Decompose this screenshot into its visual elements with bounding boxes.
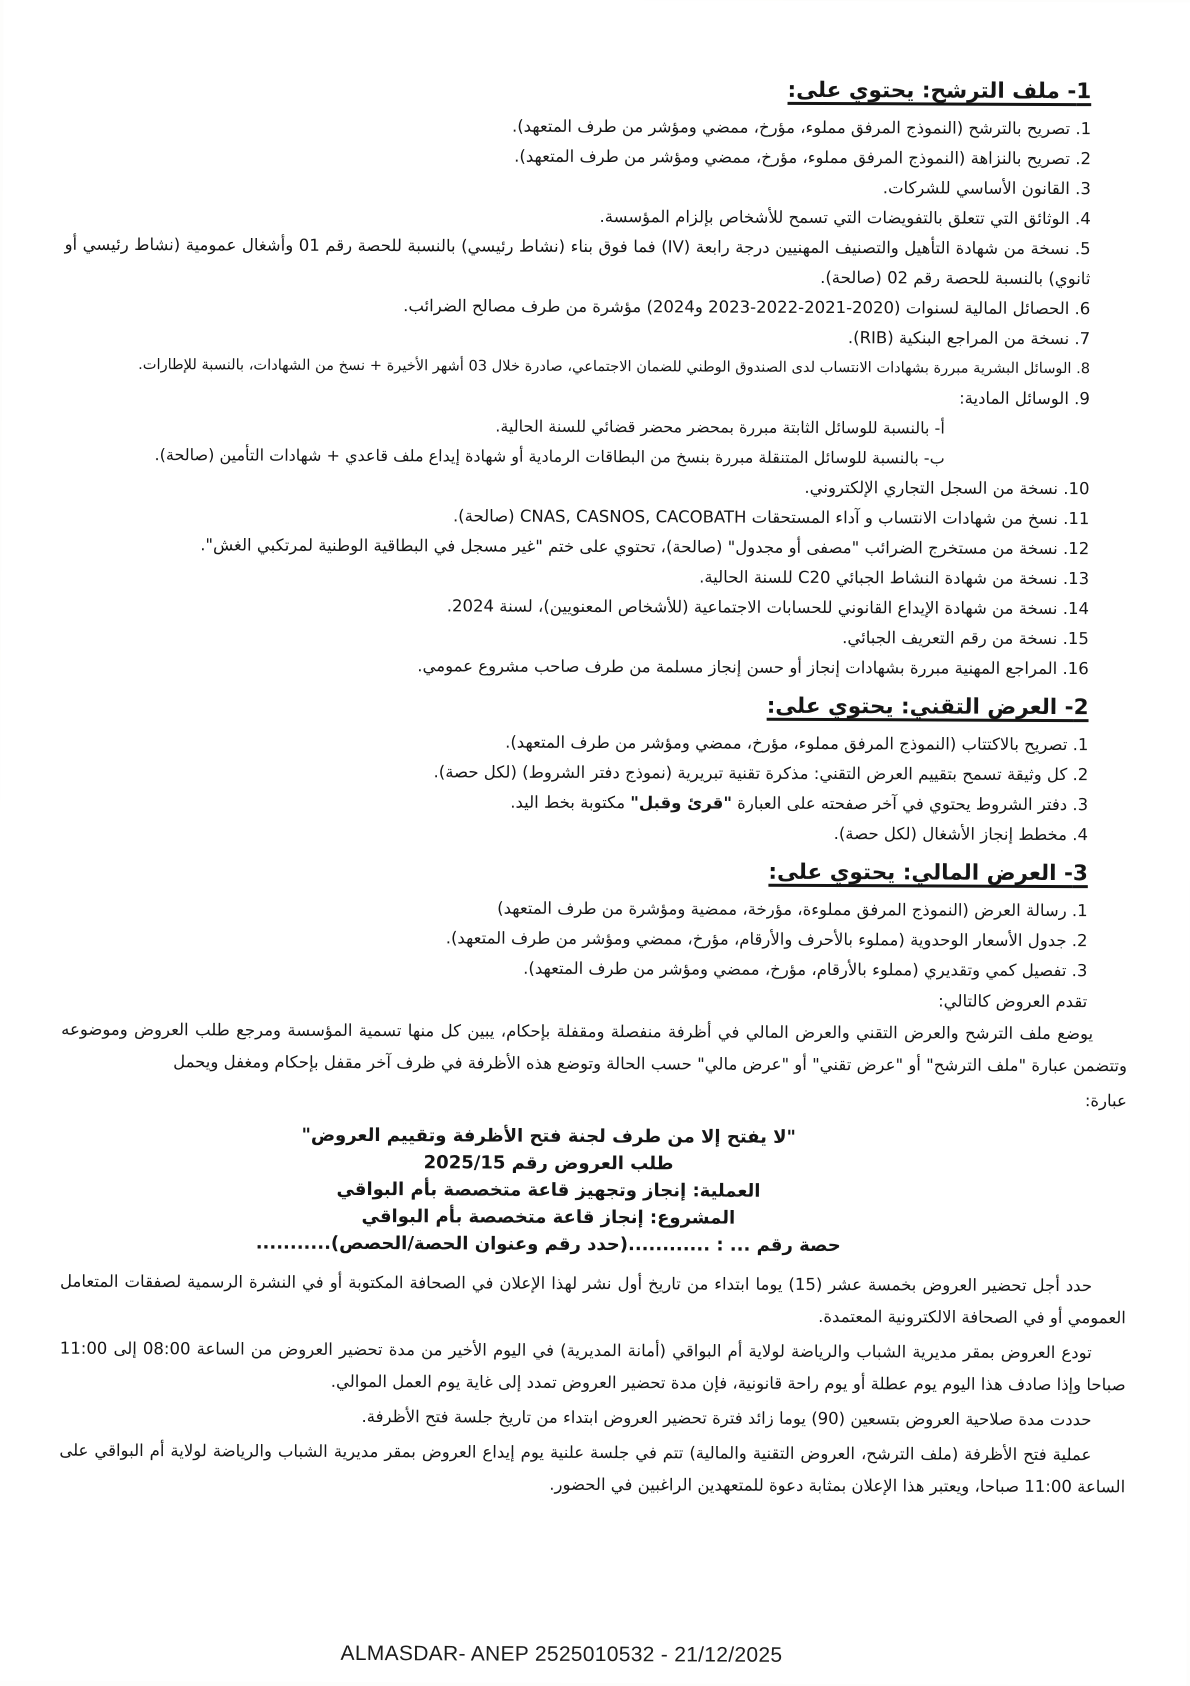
anep-reference-footer: ALMASDAR- ANEP 2525010532 - 21/12/2025 bbox=[340, 1641, 783, 1667]
candidacy-item-10: 10. نسخة من السجل التجاري الإلكتروني. bbox=[804, 477, 1090, 499]
technical-item-4: 4. مخطط إنجاز الأشغال (لكل حصة). bbox=[833, 824, 1089, 845]
envelopes-paragraph-tail: عبارة: bbox=[1084, 1091, 1127, 1111]
financial-item-2: 2. جدول الأسعار الوحدوية (مملوء بالأحرف والأرقام، مؤرخ، ممضي ومؤشر من طرف المتعهد). bbox=[445, 928, 1088, 951]
candidacy-item-6: 6. الحصائل المالية لسنوات (2020-2021-2022-2023 و2024) مؤشرة من طرف مصالح الضرائب. bbox=[403, 296, 1091, 319]
technical-item-3-handwritten-phrase: "قرئ وقبل" bbox=[630, 793, 733, 813]
candidacy-item-16: 16. المراجع المهنية مبررة بشهادات إنجاز أو حسن إنجاز مسلمة من طرف صاحب مشروع عمومي. bbox=[417, 656, 1089, 679]
notice-project-line: المشروع: إنجاز قاعة متخصصة بأم البواقي bbox=[361, 1205, 736, 1229]
candidacy-subitem-a: أ- بالنسبة للوسائل الثابتة مبررة بمحضر محضر قضائي للسنة الحالية. bbox=[495, 416, 945, 438]
candidacy-subitem-b: ب- بالنسبة للوسائل المتنقلة مبررة بنسخ من البطاقات الرمادية أو شهادة إيداع ملف قاعدي + شهادات التأمين (صالحة). bbox=[154, 445, 945, 468]
technical-item-2: 2. كل وثيقة تسمح بتقييم العرض التقني: مذكرة تقنية تبريرية (نموذج دفتر الشروط) (لكل حصة). bbox=[433, 762, 1089, 785]
envelopes-paragraph: يوضع ملف الترشح والعرض التقني والعرض المالي في أظرفة منفصلة ومقفلة بإحكام، يبين كل منها تسمية المؤسسة ومرجع طلب العروض وموضوعه وتتضمن عبارة "ملف الترشح" أو "عرض تقني" أو "عرض مالي" حسب الحالة وتوضع هذه الأظرفة في ظرف آخر مقفل بإحكام ومغفل ويحمل bbox=[61, 1019, 1128, 1076]
validity-paragraph: حددت مدة صلاحية العروض بتسعين (90) يوما زائد فترة تحضير العروض ابتداء من تاريخ جلسة فتح الأظرفة. bbox=[361, 1406, 1092, 1430]
candidacy-item-5: 5. نسخة من شهادة التأهيل والتصنيف المهنيين درجة رابعة (IV) فما فوق بناء (نشاط رئيسي) بالنسبة للحصة رقم 01 وأشغال عمومية (نشاط رئيسي أو ثانوي) بالنسبة للحصة رقم 02 (صالحة). bbox=[64, 234, 1091, 289]
candidacy-item-3: 3. القانون الأساسي للشركات. bbox=[882, 178, 1091, 199]
candidacy-item-15: 15. نسخة من رقم التعريف الجبائي. bbox=[842, 628, 1089, 649]
candidacy-item-12: 12. نسخة من مستخرج الضرائب "مصفى أو مجدول" (صالحة)، تحتوي على ختم "غير مسجل في البطاقية الوطنية لمرتكبي الغش". bbox=[200, 535, 1090, 559]
financial-item-1: 1. رسالة العرض (النموذج المرفق مملوءة، مؤرخة، ممضية ومؤشرة من طرف المتعهد) bbox=[497, 898, 1088, 921]
offers-presentation-intro: تقدم العروض كالتالي: bbox=[938, 991, 1088, 1012]
candidacy-item-1: 1. تصريح بالترشح (النموذج المرفق مملوء، مؤرخ، ممضي ومؤشر من طرف المتعهد). bbox=[511, 116, 1092, 139]
candidacy-item-8: 8. الوسائل البشرية مبررة بشهادات الانتساب لدى الصندوق الوطني للضمان الاجتماعي، صادرة خلال 03 أشهر الأخيرة + نسخ من الشهادات، بالنسبة للإطارات. bbox=[138, 356, 1091, 378]
envelope-notice-block bbox=[60, 1121, 1037, 1260]
notice-operation-line: العملية: إنجاز وتجهيز قاعة متخصصة بأم البواقي bbox=[336, 1178, 761, 1202]
technical-item-3 bbox=[62, 786, 1128, 821]
technical-offer-heading: 2- العرض التقني: يحتوي على: bbox=[766, 693, 1089, 721]
technical-item-3-post: مكتوبة بخط اليد. bbox=[510, 792, 631, 813]
candidacy-item-13: 13. نسخة من شهادة النشاط الجبائي C20 للسنة الحالية. bbox=[699, 567, 1090, 589]
notice-do-not-open-line: "لا يفتح إلا من طرف لجنة فتح الأظرفة وتقييم العروض" bbox=[301, 1124, 797, 1148]
candidacy-file-heading: 1- ملف الترشح: يحتوي على: bbox=[787, 77, 1092, 105]
financial-offer-heading: 3- العرض المالي: يحتوي على: bbox=[768, 859, 1088, 887]
notice-tender-number: طلب العروض رقم 2025/15 bbox=[423, 1152, 674, 1175]
candidacy-item-4: 4. الوثائق التي تتعلق بالتفويضات التي تسمح للأشخاص بإلزام المؤسسة. bbox=[599, 207, 1091, 229]
notice-lot-number-line: حصة رقم ... : ............(حدد رقم وعنوان الحصة/الحصص)........... bbox=[255, 1232, 841, 1257]
candidacy-item-9: 9. الوسائل المادية: bbox=[959, 388, 1090, 409]
deadline-paragraph: حدد أجل تحضير العروض بخمسة عشر (15) يوما ابتداء من تاريخ أول نشر لهذا الإعلان في الصحافة المكتوبة أو في النشرة الرسمية لصفقات المتعامل العمومي أو في الصحافة الالكترونية المعتمدة. bbox=[60, 1271, 1126, 1328]
candidacy-item-7: 7. نسخة من المراجع البنكية (RIB). bbox=[847, 328, 1091, 349]
candidacy-item-14: 14. نسخة من شهادة الإيداع القانوني للحسابات الاجتماعية (للأشخاص المعنويين)، لسنة 2024. bbox=[446, 596, 1090, 619]
candidacy-item-11: 11. نسخ من شهادات الانتساب و آداء المستحقات CNAS, CASNOS, CACOBATH (صالحة). bbox=[452, 506, 1090, 529]
financial-item-3: 3. تفصيل كمي وتقديري (مملوء بالأرقام، مؤرخ، ممضي ومؤشر من طرف المتعهد). bbox=[523, 958, 1088, 981]
opening-paragraph: عملية فتح الأظرفة (ملف الترشح، العروض التقنية والمالية) تتم في جلسة علنية يوم إيداع العروض بمقر مديرية الشباب والرياضة لولاية أم البواقي على الساعة 11:00 صباحا، ويعتبر هذا الإعلان بمثابة دعوة للمتعهدين الراغبين في الحضور. bbox=[59, 1440, 1126, 1497]
candidacy-item-2: 2. تصريح بالنزاهة (النموذج المرفق مملوء، مؤرخ، ممضي ومؤشر من طرف المتعهد). bbox=[514, 146, 1092, 169]
deposit-paragraph: تودع العروض بمقر مديرية الشباب والرياضة لولاية أم البواقي (أمانة المديرية) في اليوم الأخير من مدة تحضير العروض من الساعة 08:00 إلى 11:00 صباحا وإذا صادف هذا اليوم يوم عطلة أو يوم راحة قانونية، فإن مدة تحضير العروض تمدد إلى غاية يوم العمل الموالي. bbox=[59, 1338, 1126, 1395]
technical-item-1: 1. تصريح بالاكتتاب (النموذج المرفق مملوء، مؤرخ، ممضي ومؤشر من طرف المتعهد). bbox=[505, 732, 1089, 755]
technical-item-3-pre: 3. دفتر الشروط يحتوي في آخر صفحته على العبارة bbox=[731, 793, 1089, 815]
